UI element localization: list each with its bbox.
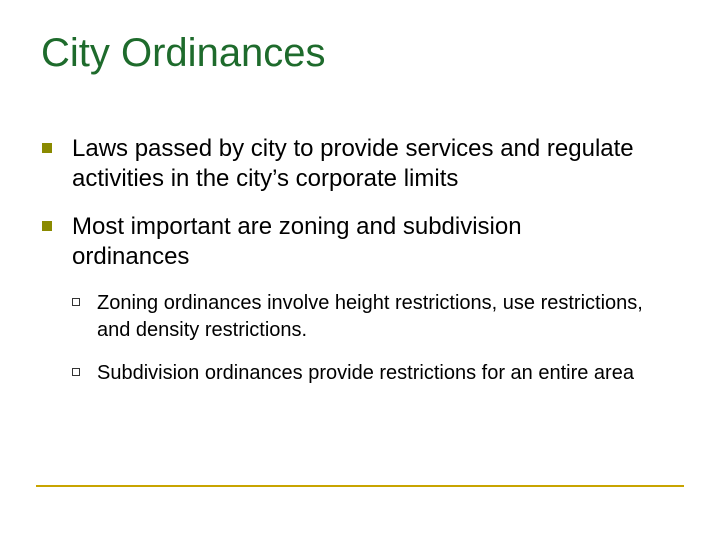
hollow-square-bullet-icon — [72, 368, 80, 376]
sub-bullet-text: Zoning ordinances involve height restrictions, use restrictions, and density restrictions. — [97, 292, 643, 341]
bullet-item — [72, 212, 642, 272]
slide-title: City Ordinances — [41, 31, 326, 75]
footer-divider — [36, 485, 684, 487]
bullet-item — [72, 134, 682, 194]
sub-bullet-item — [97, 360, 677, 387]
hollow-square-bullet-icon — [72, 298, 80, 306]
sub-bullet-text: Subdivision ordinances provide restrictions for an entire area — [97, 362, 634, 384]
bullet-text: Laws passed by city to provide services and regulate activities in the city’s corporate limits — [72, 135, 634, 192]
square-bullet-icon — [42, 143, 52, 153]
square-bullet-icon — [42, 221, 52, 231]
sub-bullet-item — [97, 290, 677, 344]
bullet-text: Most important are zoning and subdivision ordinances — [72, 213, 522, 270]
